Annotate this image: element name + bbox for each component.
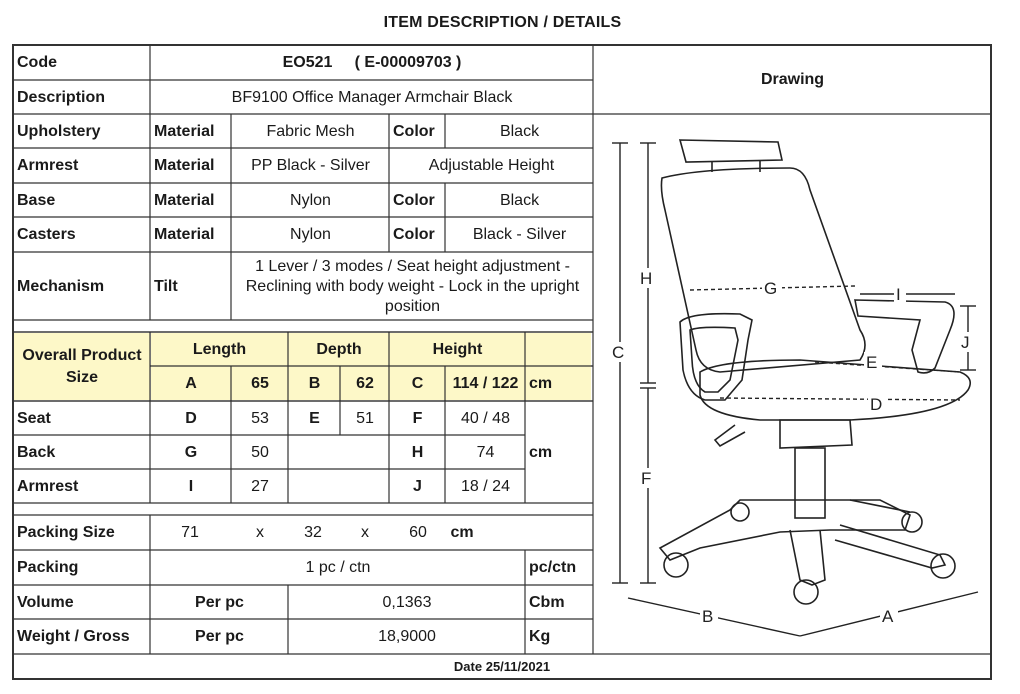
back-g-key: G	[184, 443, 198, 461]
volume-unit: Cbm	[529, 593, 565, 611]
mechanism-desc-line2: Reclining with body weight - Lock in the upright	[245, 277, 580, 295]
armrest-j-value: 18 / 24	[461, 477, 510, 495]
armrest-dim-label: Armrest	[17, 477, 79, 495]
caster-back-right	[902, 512, 922, 532]
upholstery-label: Upholstery	[17, 122, 101, 140]
dim-a-key: A	[185, 375, 197, 392]
mechanism-desc-line1: 1 Lever / 3 modes / Seat height adjustment -	[255, 257, 570, 275]
code-value: EO521 ( E-00009703 )	[282, 54, 462, 71]
packing-value: 1 pc / ctn	[305, 559, 371, 576]
packing-size-height: 60	[409, 524, 427, 541]
casters-label: Casters	[17, 226, 76, 243]
mechanism-label: Mechanism	[17, 277, 105, 295]
overall-size-label-line1: Overall Product	[22, 347, 142, 364]
seat-d-key: D	[185, 409, 197, 427]
dim-a-value: 65	[251, 375, 269, 392]
casters-color: Black - Silver	[472, 226, 567, 243]
armrest-i-key: I	[188, 477, 194, 495]
label-e: E	[866, 353, 878, 372]
seat-e-value: 51	[356, 409, 374, 427]
gas-column	[795, 448, 825, 518]
packing-size-unit: cm	[450, 524, 474, 541]
casters-material: Nylon	[290, 226, 331, 243]
back-h-value: 74	[476, 443, 495, 461]
caster-front	[794, 580, 818, 604]
packing-label: Packing	[17, 559, 79, 576]
label-c: C	[612, 343, 625, 362]
base-label: Base	[17, 191, 56, 209]
base-material: Nylon	[290, 191, 331, 209]
base-material-label: Material	[154, 191, 215, 209]
label-i: I	[896, 285, 901, 304]
upholstery-color: Black	[499, 122, 540, 140]
document-date: Date 25/11/2021	[453, 659, 551, 674]
overall-size-label	[14, 333, 150, 401]
depth-header: Depth	[316, 340, 362, 358]
chair-drawing	[594, 115, 990, 653]
upholstery-material-label: Material	[154, 122, 215, 140]
dim-b-key: B	[308, 375, 321, 392]
seat-f-value: 40 / 48	[461, 409, 510, 427]
label-j: J	[961, 333, 970, 352]
mechanism-description	[232, 253, 593, 320]
label-d: D	[870, 395, 883, 414]
caster-left	[664, 553, 688, 577]
armrest-material: PP Black - Silver	[251, 157, 370, 174]
backrest-shape	[661, 168, 865, 372]
seat-e-key: E	[309, 409, 320, 427]
label-g: G	[764, 279, 778, 298]
armrest-material-label: Material	[154, 157, 215, 174]
document-title: ITEM DESCRIPTION / DETAILS	[383, 14, 622, 31]
armrest-label: Armrest	[17, 157, 79, 174]
base-color: Black	[499, 191, 540, 209]
dim-c-value: 114 / 122	[452, 375, 519, 392]
seat-d-value: 53	[251, 409, 269, 427]
packing-size-x2: x	[361, 524, 369, 541]
height-header: Height	[432, 340, 483, 358]
seat-label: Seat	[17, 409, 51, 427]
label-a: A	[882, 607, 894, 626]
caster-back-left	[731, 503, 749, 521]
armrest-i-value: 27	[251, 477, 269, 495]
weight-per: Per pc	[195, 628, 244, 645]
drawing-label: Drawing	[760, 71, 825, 88]
armrest-j-key: J	[413, 477, 422, 495]
label-f: F	[641, 469, 652, 488]
upholstery-color-label: Color	[393, 122, 435, 140]
volume-label: Volume	[17, 593, 74, 611]
volume-per: Per pc	[195, 593, 244, 611]
seat-shape	[700, 360, 970, 420]
overall-unit: cm	[529, 375, 553, 392]
back-label: Back	[17, 443, 56, 461]
casters-color-label: Color	[393, 226, 435, 243]
upholstery-material: Fabric Mesh	[266, 122, 355, 140]
headrest-shape	[680, 140, 782, 162]
dim-c-key: C	[411, 375, 424, 392]
label-h: H	[640, 269, 653, 288]
packing-size-length: 71	[181, 524, 199, 541]
overall-size-label-line2: Size	[65, 369, 98, 386]
back-g-value: 50	[251, 443, 269, 461]
volume-value: 0,1363	[382, 593, 432, 611]
packing-size-depth: 32	[304, 524, 322, 541]
packing-size-label: Packing Size	[17, 524, 115, 541]
casters-material-label: Material	[154, 226, 215, 243]
mechanism-desc-line3: position	[384, 297, 441, 315]
weight-value: 18,9000	[378, 628, 436, 645]
base-color-label: Color	[393, 191, 435, 209]
label-b: B	[702, 607, 714, 626]
code-label: Code	[17, 54, 57, 71]
armrest-extra: Adjustable Height	[428, 157, 555, 174]
description-label: Description	[17, 88, 106, 106]
weight-label: Weight / Gross	[17, 628, 130, 645]
seat-f-key: F	[412, 409, 423, 427]
back-h-key: H	[411, 443, 424, 461]
packing-unit: pc/ctn	[529, 559, 577, 576]
packing-size-x1: x	[256, 524, 264, 541]
dim-b-value: 62	[356, 375, 374, 392]
weight-unit: Kg	[529, 628, 551, 645]
length-header: Length	[192, 340, 247, 358]
description-value: BF9100 Office Manager Armchair Black	[231, 88, 513, 106]
mechanism-type: Tilt	[154, 277, 178, 295]
dims-unit: cm	[529, 443, 553, 461]
